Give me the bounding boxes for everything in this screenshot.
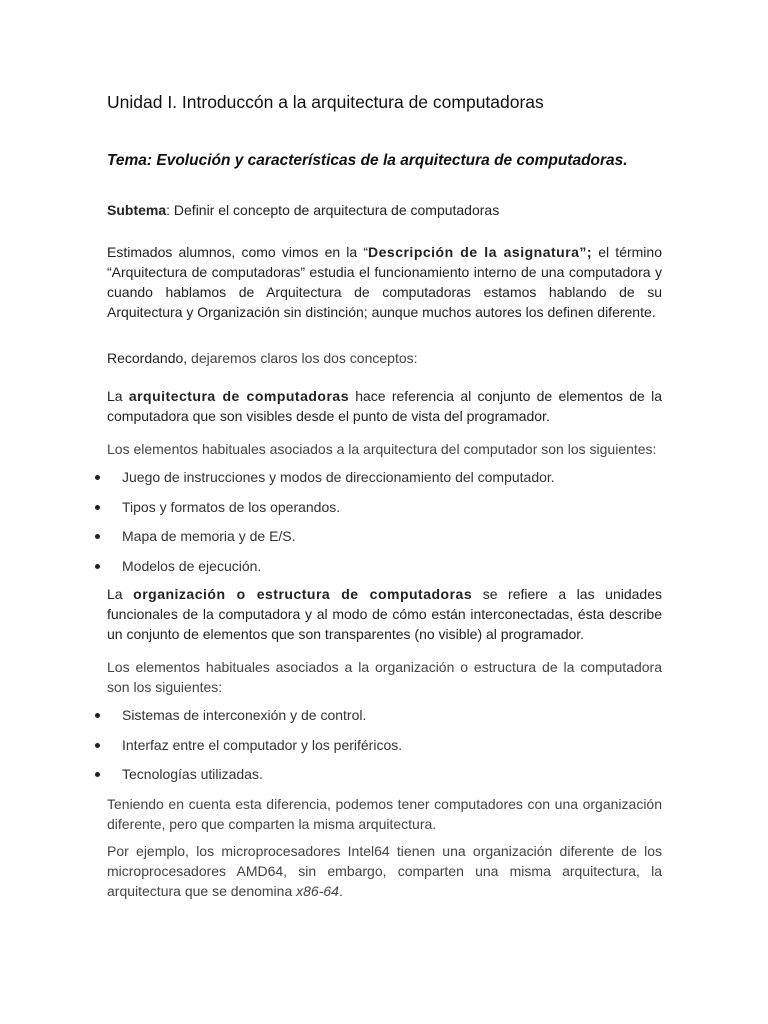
- ejemplo-text: Por ejemplo, los microprocesadores Intel64 tienen una organización diferente de los microprocesadores AMD64, sin embargo, comparten una misma arquitectura, la arquitectura que se denomina: [107, 843, 662, 899]
- bullet-icon: [95, 534, 100, 539]
- document-title: Unidad I. Introduccón a la arquitectura de computadoras: [107, 92, 544, 112]
- list-item: Tipos y formatos de los operandos.: [97, 497, 662, 527]
- subtopic-label: Subtema: [107, 202, 167, 218]
- topic-heading: Tema: Evolución y características de la arquitectura de computadoras.: [107, 152, 628, 169]
- arquitectura-definition: [107, 386, 662, 426]
- diferencia-paragraph: Teniendo en cuenta esta diferencia, podemos tener computadores con una organización diferente, pero que comparten la misma arquitectura.: [107, 796, 662, 832]
- organizacion-pre: La: [107, 586, 134, 602]
- ejemplo-paragraph: [107, 841, 662, 901]
- list-item: Modelos de ejecución.: [97, 556, 662, 586]
- list-item: Sistemas de interconexión y de control.: [97, 705, 662, 735]
- list-item: Interfaz entre el computador y los periféricos.: [97, 735, 662, 765]
- bullet-icon: [95, 564, 100, 569]
- arquitectura-text: hace referencia al conjunto de elementos de la computadora que son visibles desde el punto de vista del programador.: [107, 388, 662, 424]
- bullet-icon: [95, 475, 100, 480]
- ejemplo-end: .: [338, 883, 343, 899]
- arquitectura-list-intro: Los elementos habituales asociados a la arquitectura del computador son los siguientes:: [107, 441, 657, 457]
- bullet-icon: [95, 743, 100, 748]
- intro-text-a: Estimados alumnos, como vimos en la “: [107, 244, 369, 260]
- bullet-icon: [95, 505, 100, 510]
- recordando-text: dejaremos claros los dos conceptos:: [187, 350, 418, 366]
- organizacion-list-intro: Los elementos habituales asociados a la organización o estructura de la computadora son los siguientes:: [107, 659, 662, 695]
- organizacion-text: se refiere a las unidades funcionales de la computadora y al modo de cómo están interconectadas, ésta describe un conjunto de elementos que son transparentes (no visible) al programador.: [107, 586, 662, 642]
- subtopic-line: [107, 202, 499, 218]
- list-item: Mapa de memoria y de E/S.: [97, 526, 662, 556]
- subtopic-text: : Definir el concepto de arquitectura de computadoras: [166, 202, 500, 218]
- bullet-icon: [95, 772, 100, 777]
- intro-text-b: el término “Arquitectura de computadoras” estudia el funcionamiento interno de una computadora y cuando hablamos de Arquitectura de computadoras estamos hablando de su Arquitectura y Organización sin distinción; aunque muchos autores los definen diferente.: [107, 244, 662, 320]
- list-item: Juego de instrucciones y modos de direccionamiento del computador.: [97, 467, 662, 497]
- intro-paragraph: [107, 242, 662, 322]
- organizacion-list: [97, 705, 662, 794]
- organizacion-definition: [107, 584, 662, 644]
- recordando-lead: Recordando,: [107, 350, 188, 366]
- arquitectura-term: arquitectura de computadoras: [128, 388, 349, 404]
- bullet-icon: [95, 713, 100, 718]
- arquitectura-pre: La: [107, 388, 129, 404]
- intro-bold: Descripción de la asignatura”;: [368, 244, 593, 260]
- ejemplo-italic: x86-64: [296, 883, 339, 899]
- recordando-paragraph: [107, 348, 662, 368]
- organizacion-term: organización o estructura de computadoras: [133, 586, 473, 602]
- arquitectura-list: [97, 467, 662, 585]
- list-item: Tecnologías utilizadas.: [97, 764, 662, 794]
